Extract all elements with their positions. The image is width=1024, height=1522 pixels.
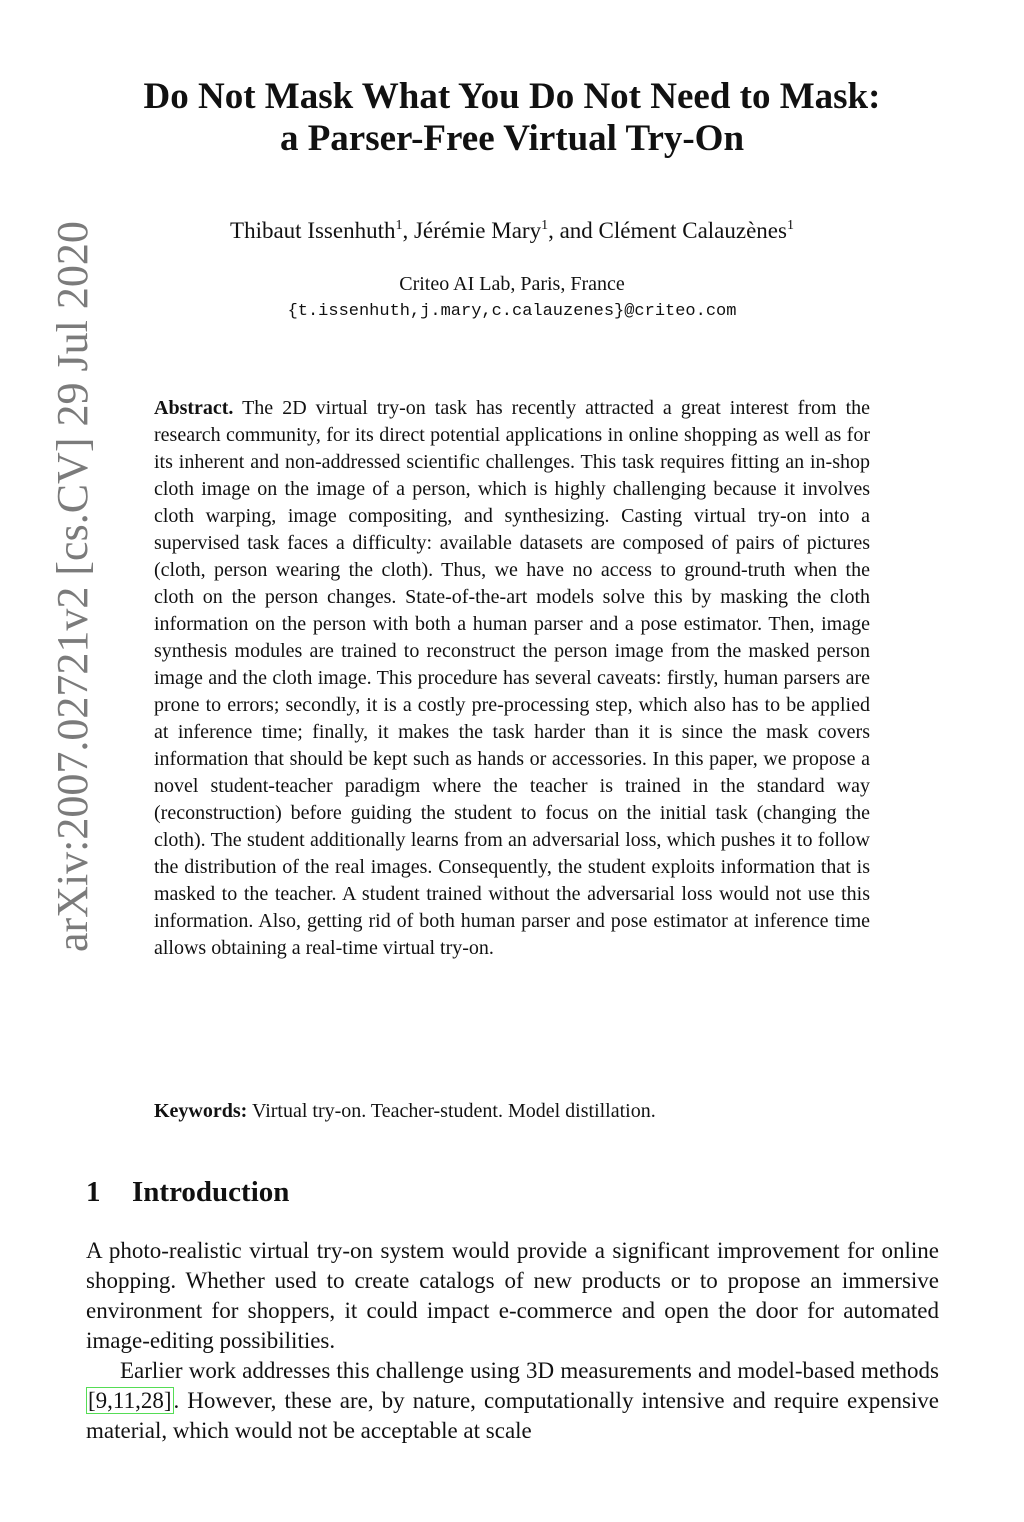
author-name: Thibaut Issenhuth <box>230 218 396 243</box>
title-line-1: Do Not Mask What You Do Not Need to Mask: <box>143 76 881 117</box>
citation-ref[interactable]: 9 <box>95 1388 108 1413</box>
citation-ref[interactable]: 11 <box>112 1388 136 1413</box>
author-name: Jérémie Mary <box>413 218 542 243</box>
citation-open-bracket: [ <box>88 1388 96 1413</box>
author-separator: , and <box>548 218 599 243</box>
section-number: 1 <box>86 1176 101 1208</box>
arxiv-identifier: arXiv:2007.02721v2 [cs.CV] 29 Jul 2020 <box>48 221 97 952</box>
author-separator: , <box>402 218 414 243</box>
citation-ref[interactable]: 28 <box>140 1388 164 1413</box>
keywords-text: Virtual try-on. Teacher-student. Model distillation. <box>251 1100 656 1122</box>
abstract-label: Abstract. <box>154 397 234 419</box>
affiliation-block <box>60 270 964 326</box>
intro-paragraph-2-continuation: . However, these are, by nature, computationally intensive and require expensive material, which would not be acceptable at scale <box>86 1388 939 1443</box>
intro-paragraph-2 <box>86 1356 939 1446</box>
citation-close-bracket: ] <box>163 1388 172 1413</box>
author-name: Clément Calauzènes <box>598 218 787 243</box>
affiliation-text: Criteo AI Lab, Paris, France <box>399 273 625 295</box>
keywords-label: Keywords: <box>154 1100 248 1122</box>
keywords <box>154 1098 870 1125</box>
title-line-2: a Parser-Free Virtual Try-On <box>279 118 745 159</box>
introduction-body <box>86 1236 939 1446</box>
intro-paragraph-1: A photo-realistic virtual try-on system would provide a significant improvement for online shopping. Whether used to create catalogs of new products or to propose an immersive environment for shoppers, it could impact e-commerce and open the door for automated image-editing possibilities. <box>86 1238 939 1353</box>
abstract <box>154 395 870 962</box>
section-title: Introduction <box>132 1176 290 1208</box>
paper-title <box>60 76 964 160</box>
author-affiliation-mark: 1 <box>395 218 403 233</box>
email-addresses: {t.issenhuth,j.mary,c.calauzenes}@criteo.com <box>287 302 737 321</box>
citation-link[interactable]: [9,11,28] <box>88 1388 172 1413</box>
author-affiliation-mark: 1 <box>541 218 549 233</box>
author-list <box>60 216 964 246</box>
author-affiliation-mark: 1 <box>786 218 794 233</box>
abstract-text: The 2D virtual try-on task has recently attracted a great interest from the research community, for its direct potential applications in online shopping as well as for its inherent and non-addressed scientific challenges. This task requires fitting an in-shop cloth image on the image of a person, which is highly challenging because it involves cloth warping, image compositing, and synthesizing. Casting virtual try-on into a supervised task faces a difficulty: available datasets are composed of pairs of pictures (cloth, person wearing the cloth). Thus, we have no access to ground-truth when the cloth on the person changes. State-of-the-art models solve this by masking the cloth information on the person with both a human parser and a pose estimator. Then, image synthesis modules are trained to reconstruct the person image from the masked person image and the cloth image. This procedure has several caveats: firstly, human parsers are prone to errors; secondly, it is a costly pre-processing step, which also has to be applied at inference time; finally, it makes the task harder than it is since the mask covers information that should be kept such as hands or accessories. In this paper, we propose a novel student-teacher paradigm where the teacher is trained in the standard way (reconstruction) before guiding the student to focus on the initial task (changing the cloth). The student additionally learns from an adversarial loss, which pushes it to follow the distribution of the real images. Consequently, the student exploits information that is masked to the teacher. A student trained without the adversarial loss would not use this information. Also, getting rid of both human parser and pose estimator at inference time allows obtaining a real-time virtual try-on. <box>154 397 871 959</box>
intro-paragraph-2-text: Earlier work addresses this challenge using 3D measurements and model-based methods <box>120 1358 939 1383</box>
section-heading <box>86 1172 289 1212</box>
